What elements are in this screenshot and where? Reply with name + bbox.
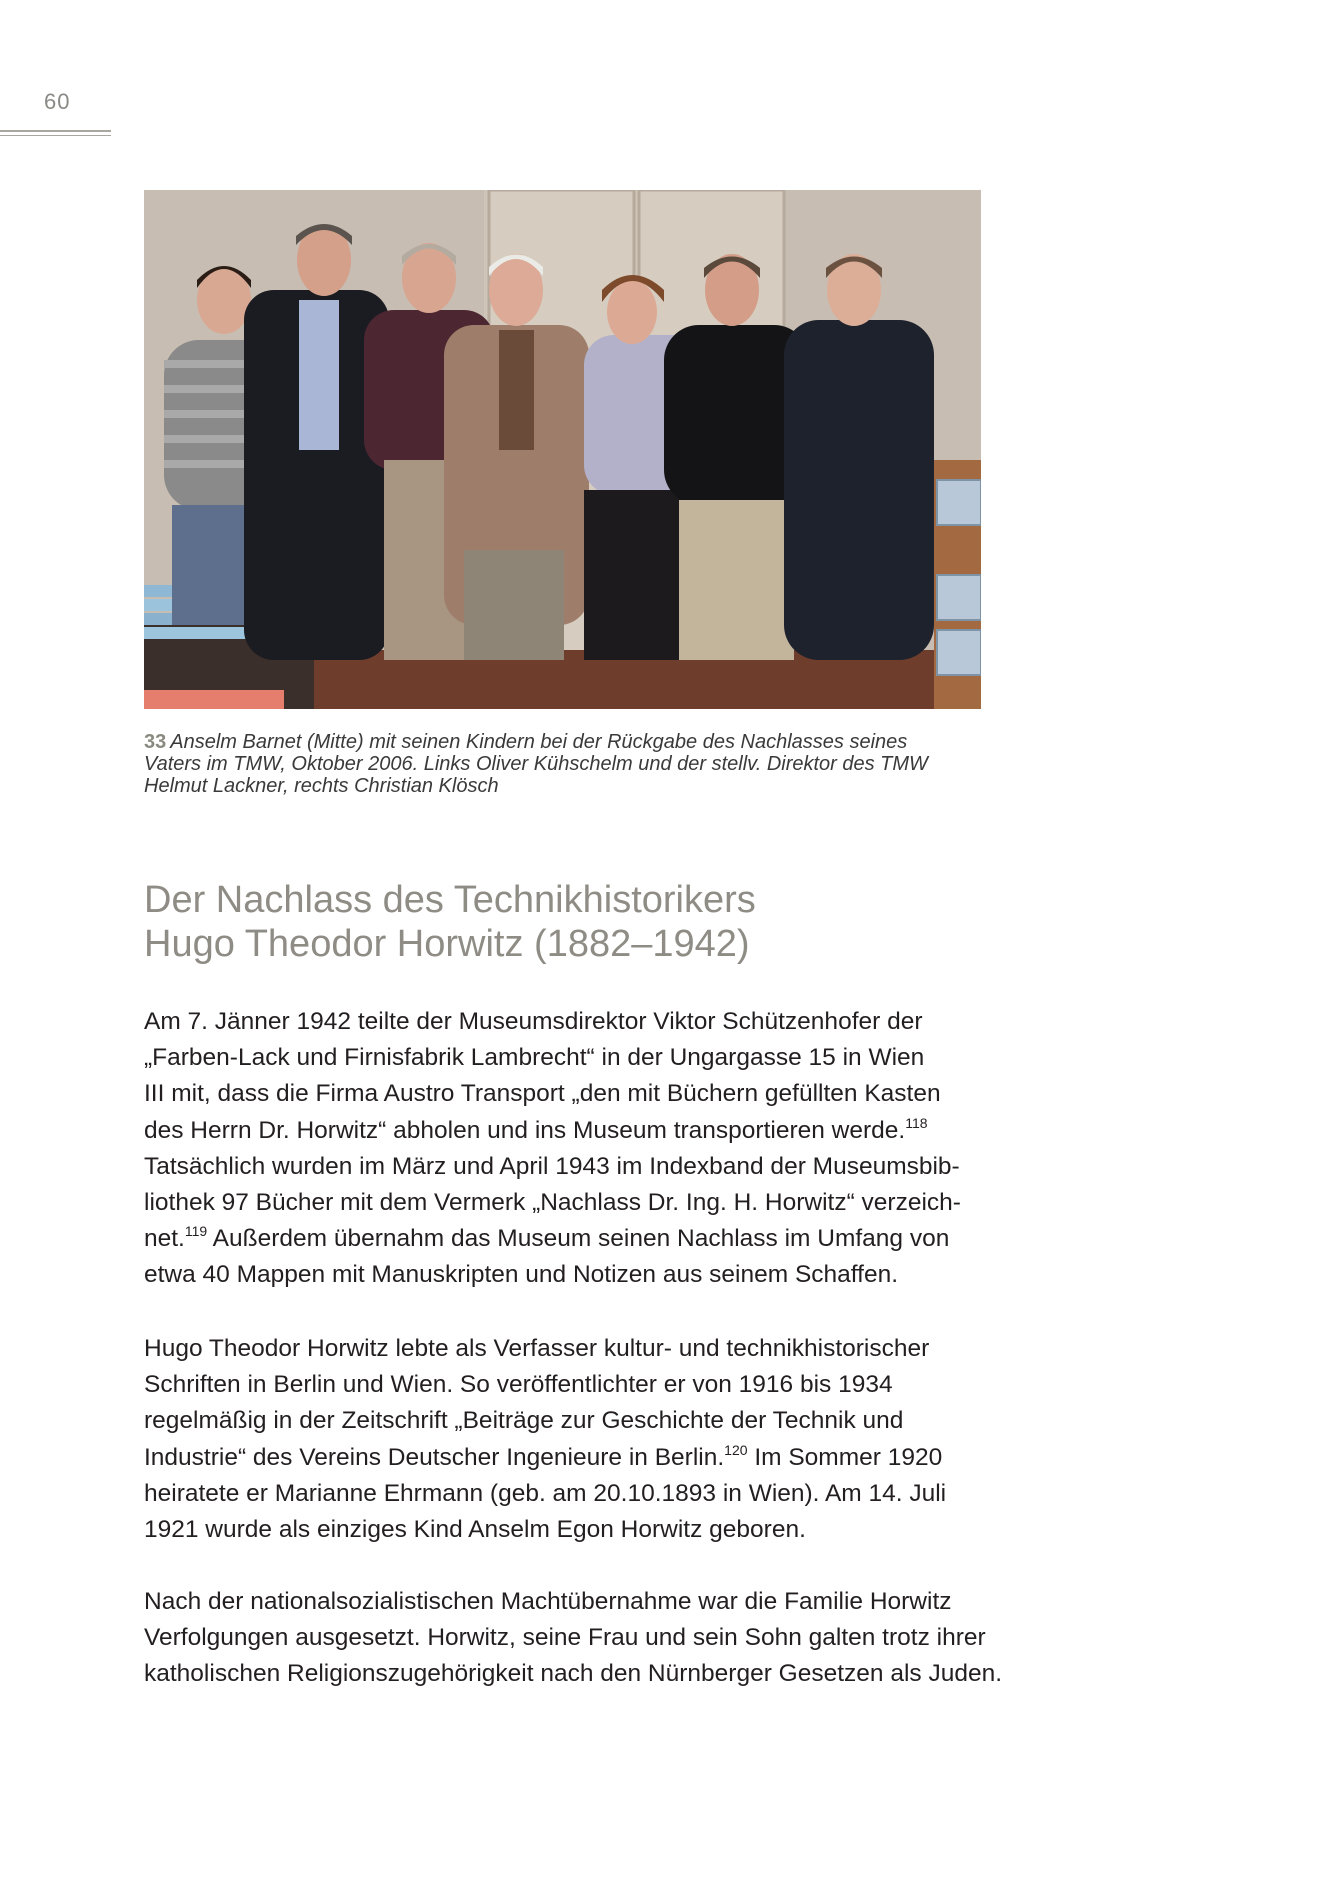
paragraph-1 xyxy=(144,1004,1044,1294)
text-line: Tatsächlich wurden im März und April 1943 im Indexband der Museumsbib- xyxy=(144,1152,960,1180)
text-fragment: net. xyxy=(144,1225,185,1253)
text-fragment: Industrie“ des Vereins Deutscher Ingenieure in Berlin. xyxy=(144,1443,725,1471)
text-line: 1921 wurde als einziges Kind Anselm Egon Horwitz geboren. xyxy=(144,1516,806,1544)
text-line: Verfolgungen ausgesetzt. Horwitz, seine Frau und sein Sohn galten trotz ihrer xyxy=(144,1624,986,1652)
text-line: Schriften in Berlin und Wien. So veröffentlichter er von 1916 bis 1934 xyxy=(144,1371,893,1399)
paragraph-3 xyxy=(144,1584,1044,1693)
section-heading xyxy=(144,878,1044,966)
text-line: regelmäßig in der Zeitschrift „Beiträge zur Geschichte der Technik und xyxy=(144,1407,904,1435)
text-line xyxy=(144,1221,1044,1257)
paragraph-2 xyxy=(144,1331,1044,1548)
text-line: liothek 97 Bücher mit dem Vermerk „Nachlass Dr. Ing. H. Horwitz“ verzeich- xyxy=(144,1189,961,1217)
footnote-ref-118[interactable]: 118 xyxy=(905,1114,928,1131)
text-line xyxy=(144,1440,1044,1476)
text-fragment: Außerdem übernahm das Museum seinen Nachlass im Umfang von xyxy=(207,1225,950,1253)
text-line xyxy=(144,1113,1044,1149)
header-rule-thin xyxy=(0,135,111,136)
text-line: III mit, dass die Firma Austro Transport „den mit Büchern gefüllten Kasten xyxy=(144,1080,941,1108)
caption-line-2: Vaters im TMW, Oktober 2006. Links Oliver Kühschelm und der stellv. Direktor des TMW xyxy=(144,753,928,775)
text-line: Nach der nationalsozialistischen Machtübernahme war die Familie Horwitz xyxy=(144,1588,952,1615)
text-line: Am 7. Jänner 1942 teilte der Museumsdirektor Viktor Schützenhofer der xyxy=(144,1008,923,1035)
figure-caption xyxy=(144,731,984,797)
text-line: „Farben-Lack und Firnisfabrik Lambrecht“ in der Ungargasse 15 in Wien xyxy=(144,1044,925,1072)
footnote-ref-120[interactable]: 120 xyxy=(724,1441,748,1458)
group-photo xyxy=(144,190,981,709)
caption-line-1: Anselm Barnet (Mitte) mit seinen Kindern bei der Rückgabe des Nachlasses seines xyxy=(170,731,908,753)
figure-number: 33 xyxy=(144,731,167,753)
heading-line-1: Der Nachlass des Technikhistorikers xyxy=(144,879,756,921)
footnote-ref-119[interactable]: 119 xyxy=(184,1223,208,1240)
text-line: katholischen Religionszugehörigkeit nach den Nürnberger Gesetzen als Juden. xyxy=(144,1660,1003,1688)
text-line: Hugo Theodor Horwitz lebte als Verfasser kultur- und technikhistorischer xyxy=(144,1335,930,1362)
text-fragment: des Herrn Dr. Horwitz“ abholen und ins Museum transportieren werde. xyxy=(144,1116,906,1144)
text-line: heiratete er Marianne Ehrmann (geb. am 20.10.1893 in Wien). Am 14. Juli xyxy=(144,1479,947,1507)
page-number: 60 xyxy=(44,89,71,114)
text-fragment: Im Sommer 1920 xyxy=(747,1443,943,1471)
text-line: etwa 40 Mappen mit Manuskripten und Notizen aus seinem Schaffen. xyxy=(144,1261,899,1289)
header-rule xyxy=(0,130,111,132)
heading-line-2: Hugo Theodor Horwitz (1882–1942) xyxy=(144,923,750,965)
caption-line-3: Helmut Lackner, rechts Christian Klösch xyxy=(144,775,499,797)
